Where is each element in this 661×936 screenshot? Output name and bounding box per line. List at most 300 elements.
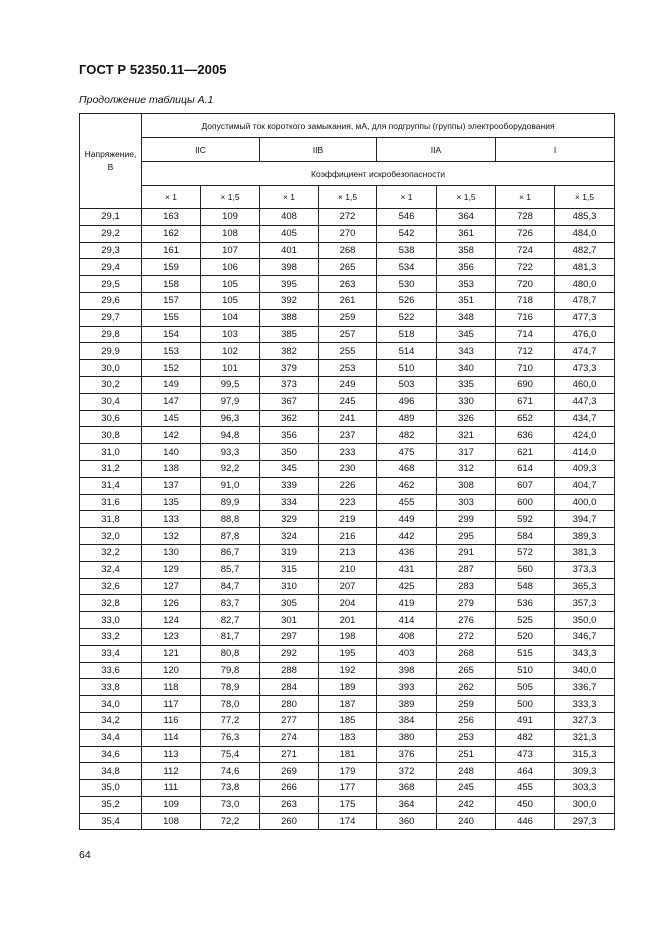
voltage-cell: 32,4: [80, 561, 142, 578]
current-cell: 263: [319, 276, 377, 293]
current-cell: 189: [319, 679, 377, 696]
current-cell: 482: [496, 729, 555, 746]
table-row: [80, 796, 615, 813]
current-cell: 276: [437, 612, 496, 629]
current-cell: 219: [319, 511, 377, 528]
current-cell: 398: [377, 662, 437, 679]
current-cell: 636: [496, 427, 555, 444]
current-cell: 303: [437, 494, 496, 511]
current-cell: 83,7: [201, 595, 260, 612]
current-cell: 283: [437, 578, 496, 595]
voltage-cell: 34,0: [80, 696, 142, 713]
current-cell: 572: [496, 544, 555, 561]
current-cell: 272: [437, 628, 496, 645]
current-cell: 345: [260, 460, 319, 477]
current-cell: 384: [377, 712, 437, 729]
table-row: [80, 729, 615, 746]
voltage-cell: 29,2: [80, 225, 142, 242]
current-cell: 327,3: [555, 712, 615, 729]
voltage-cell: 34,6: [80, 746, 142, 763]
current-cell: 419: [377, 595, 437, 612]
current-cell: 379: [260, 360, 319, 377]
current-cell: 330: [437, 393, 496, 410]
current-cell: 614: [496, 460, 555, 477]
current-cell: 73,8: [201, 780, 260, 797]
current-cell: 538: [377, 242, 437, 259]
current-cell: 82,7: [201, 612, 260, 629]
current-cell: 376: [377, 746, 437, 763]
current-cell: 226: [319, 477, 377, 494]
current-cell: 94,8: [201, 427, 260, 444]
current-cell: 481,3: [555, 259, 615, 276]
current-cell: 257: [319, 326, 377, 343]
factor-header: × 1: [496, 186, 555, 209]
table-row: [80, 276, 615, 293]
voltage-cell: 29,3: [80, 242, 142, 259]
current-cell: 324: [260, 528, 319, 545]
current-cell: 348: [437, 309, 496, 326]
current-cell: 270: [319, 225, 377, 242]
table-row: [80, 763, 615, 780]
current-cell: 340: [437, 360, 496, 377]
current-cell: 106: [201, 259, 260, 276]
current-cell: 319: [260, 544, 319, 561]
current-cell: 724: [496, 242, 555, 259]
table-row: [80, 780, 615, 797]
table-continuation-caption: Продолжение таблицы А.1: [79, 94, 214, 106]
current-cell: 712: [496, 343, 555, 360]
factor-header: × 1: [377, 186, 437, 209]
current-cell: 107: [201, 242, 260, 259]
current-cell: 103: [201, 326, 260, 343]
current-cell: 241: [319, 410, 377, 427]
group-header-iib: IIB: [260, 138, 377, 162]
current-cell: 116: [142, 712, 201, 729]
current-cell: 192: [319, 662, 377, 679]
current-cell: 520: [496, 628, 555, 645]
current-cell: 592: [496, 511, 555, 528]
current-header: Допустимый ток короткого замыкания, мА, для подгруппы (группы) электрооборудования: [142, 114, 615, 138]
current-cell: 409,3: [555, 460, 615, 477]
current-cell: 181: [319, 746, 377, 763]
current-cell: 268: [437, 645, 496, 662]
current-cell: 271: [260, 746, 319, 763]
current-cell: 485,3: [555, 209, 615, 226]
current-cell: 152: [142, 360, 201, 377]
current-cell: 140: [142, 444, 201, 461]
voltage-header-label: Напряжение,: [84, 149, 137, 159]
table-row: [80, 209, 615, 226]
current-cell: 388: [260, 309, 319, 326]
voltage-cell: 30,6: [80, 410, 142, 427]
current-cell: 357,3: [555, 595, 615, 612]
table-row: [80, 696, 615, 713]
current-cell: 256: [437, 712, 496, 729]
current-cell: 187: [319, 696, 377, 713]
current-cell: 157: [142, 292, 201, 309]
current-cell: 230: [319, 460, 377, 477]
voltage-cell: 31,0: [80, 444, 142, 461]
table-row: [80, 528, 615, 545]
current-cell: 78,9: [201, 679, 260, 696]
current-cell: 310: [260, 578, 319, 595]
table-row: [80, 544, 615, 561]
table-row: [80, 460, 615, 477]
current-cell: 88,8: [201, 511, 260, 528]
current-cell: 124: [142, 612, 201, 629]
factor-header: × 1: [142, 186, 201, 209]
table-row: [80, 343, 615, 360]
current-cell: 548: [496, 578, 555, 595]
table-row: [80, 511, 615, 528]
current-cell: 155: [142, 309, 201, 326]
voltage-cell: 29,9: [80, 343, 142, 360]
current-cell: 204: [319, 595, 377, 612]
table-body: [80, 209, 615, 830]
current-cell: 216: [319, 528, 377, 545]
current-cell: 154: [142, 326, 201, 343]
current-cell: 280: [260, 696, 319, 713]
current-cell: 621: [496, 444, 555, 461]
current-cell: 401: [260, 242, 319, 259]
current-cell: 80,8: [201, 645, 260, 662]
voltage-cell: 33,2: [80, 628, 142, 645]
current-cell: 242: [437, 796, 496, 813]
current-cell: 112: [142, 763, 201, 780]
current-cell: 392: [260, 292, 319, 309]
current-cell: 350,0: [555, 612, 615, 629]
current-cell: 480,0: [555, 276, 615, 293]
current-cell: 336,7: [555, 679, 615, 696]
current-cell: 351: [437, 292, 496, 309]
current-cell: 405: [260, 225, 319, 242]
current-cell: 364: [377, 796, 437, 813]
current-cell: 424,0: [555, 427, 615, 444]
current-cell: 434,7: [555, 410, 615, 427]
current-cell: 138: [142, 460, 201, 477]
table-row: [80, 679, 615, 696]
current-cell: 292: [260, 645, 319, 662]
current-cell: 476,0: [555, 326, 615, 343]
current-cell: 245: [437, 780, 496, 797]
current-cell: 295: [437, 528, 496, 545]
current-cell: 368: [377, 780, 437, 797]
voltage-cell: 33,6: [80, 662, 142, 679]
current-cell: 259: [319, 309, 377, 326]
current-cell: 253: [319, 360, 377, 377]
current-cell: 255: [319, 343, 377, 360]
voltage-cell: 32,0: [80, 528, 142, 545]
current-cell: 321: [437, 427, 496, 444]
current-cell: 253: [437, 729, 496, 746]
current-cell: 109: [201, 209, 260, 226]
current-cell: 145: [142, 410, 201, 427]
current-cell: 269: [260, 763, 319, 780]
table-row: [80, 393, 615, 410]
current-cell: 425: [377, 578, 437, 595]
current-cell: 345: [437, 326, 496, 343]
current-cell: 126: [142, 595, 201, 612]
current-cell: 722: [496, 259, 555, 276]
table-row: [80, 376, 615, 393]
current-cell: 526: [377, 292, 437, 309]
table-row: [80, 595, 615, 612]
table-row: [80, 326, 615, 343]
current-cell: 335: [437, 376, 496, 393]
current-cell: 333,3: [555, 696, 615, 713]
table-row: [80, 746, 615, 763]
current-cell: 460,0: [555, 376, 615, 393]
current-cell: 76,3: [201, 729, 260, 746]
current-cell: 455: [496, 780, 555, 797]
table-row: [80, 427, 615, 444]
current-cell: 130: [142, 544, 201, 561]
current-cell: 185: [319, 712, 377, 729]
current-cell: 201: [319, 612, 377, 629]
current-cell: 726: [496, 225, 555, 242]
voltage-cell: 31,4: [80, 477, 142, 494]
current-cell: 474,7: [555, 343, 615, 360]
current-cell: 312: [437, 460, 496, 477]
current-cell: 414: [377, 612, 437, 629]
voltage-cell: 34,4: [80, 729, 142, 746]
current-cell: 105: [201, 292, 260, 309]
current-cell: 389,3: [555, 528, 615, 545]
current-cell: 287: [437, 561, 496, 578]
table-row: [80, 477, 615, 494]
current-cell: 400,0: [555, 494, 615, 511]
table-row: [80, 712, 615, 729]
current-cell: 690: [496, 376, 555, 393]
current-cell: 174: [319, 813, 377, 830]
current-cell: 93,3: [201, 444, 260, 461]
table-row: [80, 444, 615, 461]
current-cell: 340,0: [555, 662, 615, 679]
current-cell: 118: [142, 679, 201, 696]
current-cell: 297,3: [555, 813, 615, 830]
factor-header: × 1,5: [201, 186, 260, 209]
current-cell: 652: [496, 410, 555, 427]
current-cell: 120: [142, 662, 201, 679]
current-cell: 367: [260, 393, 319, 410]
voltage-cell: 35,2: [80, 796, 142, 813]
voltage-cell: 35,0: [80, 780, 142, 797]
page-number: 64: [79, 849, 91, 861]
current-cell: 365,3: [555, 578, 615, 595]
voltage-cell: 29,7: [80, 309, 142, 326]
voltage-cell: 29,4: [80, 259, 142, 276]
current-cell: 372: [377, 763, 437, 780]
current-cell: 175: [319, 796, 377, 813]
current-cell: 163: [142, 209, 201, 226]
current-cell: 277: [260, 712, 319, 729]
table-row: [80, 259, 615, 276]
current-cell: 300,0: [555, 796, 615, 813]
document-title: ГОСТ Р 52350.11—2005: [79, 62, 227, 77]
current-cell: 133: [142, 511, 201, 528]
current-cell: 482: [377, 427, 437, 444]
current-cell: 321,3: [555, 729, 615, 746]
current-cell: 279: [437, 595, 496, 612]
current-cell: 137: [142, 477, 201, 494]
current-cell: 284: [260, 679, 319, 696]
voltage-cell: 29,8: [80, 326, 142, 343]
factor-header: × 1: [260, 186, 319, 209]
group-header-i: I: [496, 138, 615, 162]
current-cell: 404,7: [555, 477, 615, 494]
current-cell: 710: [496, 360, 555, 377]
current-cell: 105: [201, 276, 260, 293]
current-cell: 339: [260, 477, 319, 494]
current-cell: 288: [260, 662, 319, 679]
voltage-cell: 31,8: [80, 511, 142, 528]
current-cell: 491: [496, 712, 555, 729]
current-cell: 431: [377, 561, 437, 578]
table-row: [80, 309, 615, 326]
current-cell: 408: [377, 628, 437, 645]
current-cell: 496: [377, 393, 437, 410]
current-cell: 356: [260, 427, 319, 444]
current-cell: 546: [377, 209, 437, 226]
voltage-header-unit: В: [107, 162, 114, 172]
current-cell: 75,4: [201, 746, 260, 763]
current-cell: 245: [319, 393, 377, 410]
current-cell: 514: [377, 343, 437, 360]
table-row: [80, 494, 615, 511]
current-cell: 534: [377, 259, 437, 276]
current-cell: 111: [142, 780, 201, 797]
current-cell: 268: [319, 242, 377, 259]
current-cell: 195: [319, 645, 377, 662]
current-cell: 464: [496, 763, 555, 780]
current-cell: 356: [437, 259, 496, 276]
voltage-cell: 33,4: [80, 645, 142, 662]
current-cell: 237: [319, 427, 377, 444]
voltage-cell: 29,1: [80, 209, 142, 226]
current-cell: 162: [142, 225, 201, 242]
current-cell: 436: [377, 544, 437, 561]
current-cell: 87,8: [201, 528, 260, 545]
current-cell: 382: [260, 343, 319, 360]
current-cell: 291: [437, 544, 496, 561]
current-cell: 450: [496, 796, 555, 813]
current-cell: 536: [496, 595, 555, 612]
current-cell: 113: [142, 746, 201, 763]
current-cell: 403: [377, 645, 437, 662]
current-cell: 525: [496, 612, 555, 629]
current-cell: 263: [260, 796, 319, 813]
current-cell: 308: [437, 477, 496, 494]
factor-header: × 1,5: [555, 186, 615, 209]
current-cell: 159: [142, 259, 201, 276]
current-cell: 89,9: [201, 494, 260, 511]
current-cell: 121: [142, 645, 201, 662]
current-cell: 297: [260, 628, 319, 645]
table-row: [80, 645, 615, 662]
current-cell: 109: [142, 796, 201, 813]
voltage-cell: 32,6: [80, 578, 142, 595]
current-cell: 510: [377, 360, 437, 377]
current-cell: 389: [377, 696, 437, 713]
table-row: [80, 578, 615, 595]
table-row: [80, 662, 615, 679]
voltage-cell: 30,0: [80, 360, 142, 377]
current-cell: 442: [377, 528, 437, 545]
current-cell: 329: [260, 511, 319, 528]
voltage-cell: 31,6: [80, 494, 142, 511]
current-cell: 102: [201, 343, 260, 360]
current-cell: 373: [260, 376, 319, 393]
current-cell: 259: [437, 696, 496, 713]
current-cell: 85,7: [201, 561, 260, 578]
current-cell: 542: [377, 225, 437, 242]
voltage-cell: 35,4: [80, 813, 142, 830]
voltage-column-header: [80, 114, 142, 209]
current-cell: 360: [377, 813, 437, 830]
current-cell: 86,7: [201, 544, 260, 561]
current-cell: 104: [201, 309, 260, 326]
current-cell: 153: [142, 343, 201, 360]
table-row: [80, 410, 615, 427]
current-cell: 117: [142, 696, 201, 713]
voltage-cell: 32,8: [80, 595, 142, 612]
current-cell: 361: [437, 225, 496, 242]
current-cell: 97,9: [201, 393, 260, 410]
current-cell: 455: [377, 494, 437, 511]
current-cell: 78,0: [201, 696, 260, 713]
current-cell: 299: [437, 511, 496, 528]
current-cell: 177: [319, 780, 377, 797]
current-cell: 101: [201, 360, 260, 377]
current-cell: 358: [437, 242, 496, 259]
current-cell: 179: [319, 763, 377, 780]
current-cell: 447,3: [555, 393, 615, 410]
current-cell: 240: [437, 813, 496, 830]
current-cell: 183: [319, 729, 377, 746]
current-cell: 301: [260, 612, 319, 629]
current-cell: 503: [377, 376, 437, 393]
current-cell: 251: [437, 746, 496, 763]
voltage-cell: 33,8: [80, 679, 142, 696]
voltage-cell: 29,6: [80, 292, 142, 309]
current-cell: 381,3: [555, 544, 615, 561]
current-cell: 343: [437, 343, 496, 360]
current-cell: 265: [319, 259, 377, 276]
current-cell: 394,7: [555, 511, 615, 528]
voltage-cell: 31,2: [80, 460, 142, 477]
current-cell: 309,3: [555, 763, 615, 780]
safety-factor-header: Коэффициент искробезопасности: [142, 162, 615, 186]
current-cell: 123: [142, 628, 201, 645]
current-cell: 266: [260, 780, 319, 797]
current-cell: 718: [496, 292, 555, 309]
current-cell: 607: [496, 477, 555, 494]
current-cell: 522: [377, 309, 437, 326]
current-cell: 248: [437, 763, 496, 780]
current-cell: 161: [142, 242, 201, 259]
current-cell: 518: [377, 326, 437, 343]
current-cell: 265: [437, 662, 496, 679]
current-cell: 99,5: [201, 376, 260, 393]
table-row: [80, 242, 615, 259]
current-cell: 364: [437, 209, 496, 226]
voltage-cell: 33,0: [80, 612, 142, 629]
current-cell: 343,3: [555, 645, 615, 662]
voltage-cell: 30,2: [80, 376, 142, 393]
current-cell: 489: [377, 410, 437, 427]
voltage-cell: 34,2: [80, 712, 142, 729]
current-cell: 260: [260, 813, 319, 830]
